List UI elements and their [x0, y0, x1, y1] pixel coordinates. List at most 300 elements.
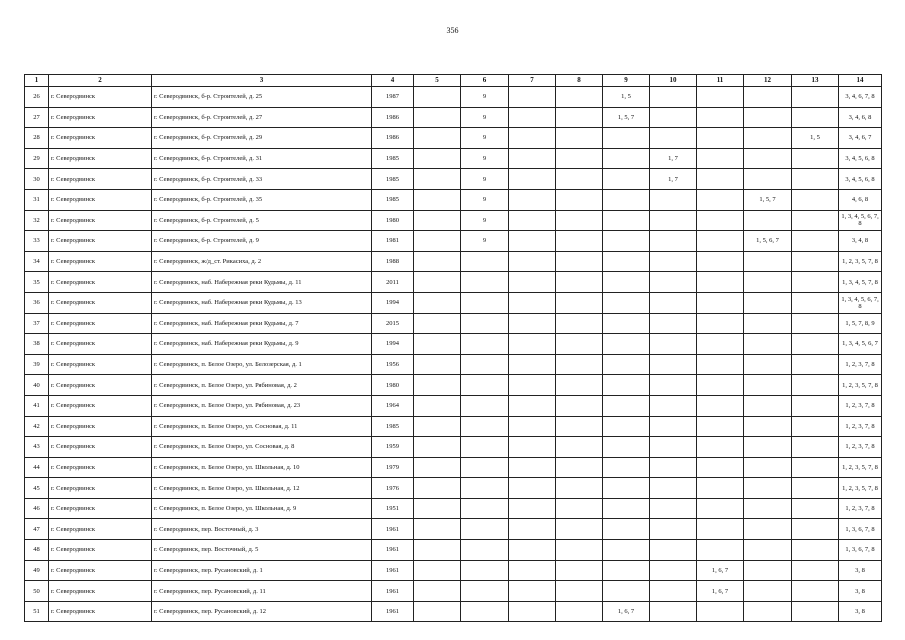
- table-cell-col-5: [414, 107, 461, 128]
- table-cell-col-8: [556, 189, 603, 210]
- table-cell-col-11: [697, 498, 744, 519]
- column-header-5: 5: [414, 75, 461, 87]
- table-cell-col-7: [509, 313, 556, 334]
- table-cell-col-4: 1956: [372, 354, 414, 375]
- table-cell-col-9: [603, 272, 650, 293]
- table-cell-col-10: [650, 375, 697, 396]
- table-cell-col-11: [697, 251, 744, 272]
- table-cell-col-14: 3, 4, 5, 6, 8: [839, 169, 882, 190]
- table-cell-col-7: [509, 498, 556, 519]
- table-cell-col-14: 3, 4, 6, 7, 8: [839, 87, 882, 108]
- column-header-8: 8: [556, 75, 603, 87]
- column-header-11: 11: [697, 75, 744, 87]
- table-cell-col-14: 3, 4, 8: [839, 231, 882, 252]
- table-cell-col-6: 9: [461, 189, 509, 210]
- table-cell-col-4: 1986: [372, 107, 414, 128]
- table-cell-col-7: [509, 169, 556, 190]
- table-cell-col-2: г. Северодвинск: [49, 354, 152, 375]
- table-cell-col-11: 1, 6, 7: [697, 560, 744, 581]
- table-cell-col-5: [414, 437, 461, 458]
- table-cell-col-13: [792, 478, 839, 499]
- table-cell-col-4: 2011: [372, 272, 414, 293]
- table-cell-col-9: [603, 457, 650, 478]
- table-cell-col-4: 1994: [372, 292, 414, 313]
- table-cell-col-3: г. Северодвинск, б-р. Строителей, д. 5: [152, 210, 372, 231]
- housing-table: [24, 74, 882, 622]
- table-cell-col-6: [461, 395, 509, 416]
- table-cell-col-10: 1, 7: [650, 148, 697, 169]
- table-cell-col-12: [744, 395, 792, 416]
- table-cell-col-1: 38: [25, 334, 49, 355]
- table-cell-col-9: [603, 416, 650, 437]
- table-cell-col-7: [509, 540, 556, 561]
- table-cell-col-13: [792, 87, 839, 108]
- table-cell-col-8: [556, 395, 603, 416]
- table-cell-col-6: [461, 519, 509, 540]
- table-cell-col-9: [603, 375, 650, 396]
- table-cell-col-5: [414, 601, 461, 622]
- table-body: [25, 87, 882, 622]
- table-cell-col-1: 43: [25, 437, 49, 458]
- table-cell-col-2: г. Северодвинск: [49, 519, 152, 540]
- table-cell-col-9: [603, 231, 650, 252]
- table-row: [25, 437, 882, 458]
- table-cell-col-14: 3, 8: [839, 581, 882, 602]
- table-cell-col-2: г. Северодвинск: [49, 148, 152, 169]
- table-cell-col-3: г. Северодвинск, б-р. Строителей, д. 33: [152, 169, 372, 190]
- table-row: [25, 395, 882, 416]
- table-cell-col-9: [603, 292, 650, 313]
- table-cell-col-11: [697, 601, 744, 622]
- table-cell-col-5: [414, 334, 461, 355]
- table-cell-col-4: 1961: [372, 560, 414, 581]
- table-cell-col-12: [744, 292, 792, 313]
- table-cell-col-1: 32: [25, 210, 49, 231]
- table-cell-col-5: [414, 313, 461, 334]
- table-cell-col-5: [414, 148, 461, 169]
- table-cell-col-14: 1, 2, 3, 7, 8: [839, 354, 882, 375]
- table-cell-col-12: [744, 148, 792, 169]
- table-cell-col-14: 3, 4, 5, 6, 8: [839, 148, 882, 169]
- table-cell-col-6: [461, 457, 509, 478]
- table-cell-col-4: 1961: [372, 540, 414, 561]
- table-cell-col-7: [509, 354, 556, 375]
- table-cell-col-3: г. Северодвинск, ж/д_ст. Рикасиха, д. 2: [152, 251, 372, 272]
- table-cell-col-12: [744, 581, 792, 602]
- table-cell-col-4: 1986: [372, 128, 414, 149]
- table-cell-col-3: г. Северодвинск, наб. Набережная реки Кудьмы, д. 9: [152, 334, 372, 355]
- table-cell-col-4: 1980: [372, 210, 414, 231]
- table-cell-col-6: [461, 416, 509, 437]
- table-cell-col-1: 33: [25, 231, 49, 252]
- table-header-row: [25, 75, 882, 87]
- table-cell-col-13: [792, 540, 839, 561]
- table-cell-col-8: [556, 354, 603, 375]
- table-row: [25, 560, 882, 581]
- table-cell-col-6: [461, 375, 509, 396]
- table-cell-col-3: г. Северодвинск, пер. Восточный, д. 5: [152, 540, 372, 561]
- table-row: [25, 128, 882, 149]
- table-cell-col-9: [603, 128, 650, 149]
- table-cell-col-6: 9: [461, 148, 509, 169]
- table-cell-col-9: [603, 189, 650, 210]
- table-cell-col-7: [509, 581, 556, 602]
- table-cell-col-5: [414, 395, 461, 416]
- table-row: [25, 581, 882, 602]
- table-cell-col-11: [697, 107, 744, 128]
- table-cell-col-11: [697, 334, 744, 355]
- table-row: [25, 107, 882, 128]
- table-row: [25, 457, 882, 478]
- table-cell-col-12: [744, 540, 792, 561]
- table-cell-col-13: [792, 169, 839, 190]
- table-cell-col-13: [792, 231, 839, 252]
- table-cell-col-3: г. Северодвинск, наб. Набережная реки Кудьмы, д. 13: [152, 292, 372, 313]
- table-cell-col-8: [556, 478, 603, 499]
- table-cell-col-12: [744, 210, 792, 231]
- table-cell-col-2: г. Северодвинск: [49, 416, 152, 437]
- table-cell-col-2: г. Северодвинск: [49, 128, 152, 149]
- table-cell-col-3: г. Северодвинск, б-р. Строителей, д. 29: [152, 128, 372, 149]
- table-cell-col-5: [414, 416, 461, 437]
- table-cell-col-13: [792, 457, 839, 478]
- table-row: [25, 601, 882, 622]
- table-cell-col-10: [650, 519, 697, 540]
- table-cell-col-11: [697, 519, 744, 540]
- table-cell-col-11: [697, 354, 744, 375]
- table-cell-col-2: г. Северодвинск: [49, 169, 152, 190]
- table-cell-col-1: 36: [25, 292, 49, 313]
- table-cell-col-7: [509, 87, 556, 108]
- table-cell-col-8: [556, 210, 603, 231]
- table-cell-col-9: [603, 540, 650, 561]
- table-cell-col-9: [603, 334, 650, 355]
- table-cell-col-14: 1, 2, 3, 5, 7, 8: [839, 375, 882, 396]
- table-cell-col-2: г. Северодвинск: [49, 231, 152, 252]
- table-cell-col-9: [603, 251, 650, 272]
- table-cell-col-5: [414, 189, 461, 210]
- table-cell-col-5: [414, 272, 461, 293]
- table-cell-col-12: [744, 107, 792, 128]
- table-cell-col-8: [556, 519, 603, 540]
- table-cell-col-1: 39: [25, 354, 49, 375]
- table-cell-col-1: 40: [25, 375, 49, 396]
- table-cell-col-9: [603, 437, 650, 458]
- table-cell-col-3: г. Северодвинск, п. Белое Озеро, ул. Школьная, д. 10: [152, 457, 372, 478]
- table-cell-col-4: 1985: [372, 189, 414, 210]
- table-cell-col-12: [744, 251, 792, 272]
- table-cell-col-2: г. Северодвинск: [49, 601, 152, 622]
- table-cell-col-4: 1961: [372, 519, 414, 540]
- table-cell-col-1: 28: [25, 128, 49, 149]
- table-cell-col-5: [414, 251, 461, 272]
- table-cell-col-8: [556, 128, 603, 149]
- table-cell-col-4: 1987: [372, 87, 414, 108]
- table-cell-col-11: [697, 375, 744, 396]
- table-cell-col-2: г. Северодвинск: [49, 437, 152, 458]
- table-cell-col-14: 1, 2, 3, 7, 8: [839, 395, 882, 416]
- table-cell-col-10: [650, 601, 697, 622]
- table-cell-col-8: [556, 292, 603, 313]
- table-cell-col-2: г. Северодвинск: [49, 457, 152, 478]
- table-row: [25, 416, 882, 437]
- table-cell-col-13: [792, 601, 839, 622]
- table-cell-col-12: [744, 313, 792, 334]
- table-cell-col-7: [509, 292, 556, 313]
- table-cell-col-2: г. Северодвинск: [49, 395, 152, 416]
- table-cell-col-8: [556, 334, 603, 355]
- table-cell-col-8: [556, 251, 603, 272]
- table-cell-col-10: [650, 231, 697, 252]
- table-cell-col-3: г. Северодвинск, б-р. Строителей, д. 9: [152, 231, 372, 252]
- table-cell-col-5: [414, 128, 461, 149]
- table-cell-col-12: [744, 375, 792, 396]
- table-cell-col-3: г. Северодвинск, п. Белое Озеро, ул. Сосновая, д. 11: [152, 416, 372, 437]
- table-cell-col-7: [509, 148, 556, 169]
- table-cell-col-1: 49: [25, 560, 49, 581]
- table-cell-col-12: [744, 354, 792, 375]
- table-cell-col-1: 42: [25, 416, 49, 437]
- table-cell-col-10: [650, 560, 697, 581]
- table-cell-col-6: [461, 354, 509, 375]
- table-cell-col-13: 1, 5: [792, 128, 839, 149]
- table-row: [25, 87, 882, 108]
- table-cell-col-8: [556, 272, 603, 293]
- table-cell-col-8: [556, 231, 603, 252]
- table-cell-col-11: [697, 169, 744, 190]
- table-cell-col-9: [603, 169, 650, 190]
- table-cell-col-2: г. Северодвинск: [49, 189, 152, 210]
- table-cell-col-9: 1, 6, 7: [603, 601, 650, 622]
- table-cell-col-4: 1964: [372, 395, 414, 416]
- table-cell-col-10: [650, 498, 697, 519]
- table-cell-col-5: [414, 519, 461, 540]
- table-cell-col-4: 1979: [372, 457, 414, 478]
- table-cell-col-1: 48: [25, 540, 49, 561]
- table-cell-col-4: 1985: [372, 416, 414, 437]
- table-cell-col-4: 1981: [372, 231, 414, 252]
- table-cell-col-10: [650, 478, 697, 499]
- table-cell-col-7: [509, 437, 556, 458]
- table-cell-col-13: [792, 148, 839, 169]
- table-cell-col-8: [556, 148, 603, 169]
- table-cell-col-14: 4, 6, 8: [839, 189, 882, 210]
- table-row: [25, 498, 882, 519]
- table-cell-col-9: [603, 210, 650, 231]
- table-cell-col-6: [461, 560, 509, 581]
- table-cell-col-8: [556, 601, 603, 622]
- table-cell-col-7: [509, 416, 556, 437]
- table-cell-col-14: 1, 2, 3, 5, 7, 8: [839, 251, 882, 272]
- table-cell-col-11: [697, 189, 744, 210]
- table-cell-col-4: 1961: [372, 601, 414, 622]
- table-cell-col-2: г. Северодвинск: [49, 498, 152, 519]
- table-cell-col-12: [744, 519, 792, 540]
- table-cell-col-10: [650, 272, 697, 293]
- table-cell-col-4: 1985: [372, 169, 414, 190]
- table-cell-col-7: [509, 560, 556, 581]
- table-cell-col-3: г. Северодвинск, б-р. Строителей, д. 31: [152, 148, 372, 169]
- table-cell-col-8: [556, 560, 603, 581]
- table-cell-col-7: [509, 107, 556, 128]
- table-cell-col-6: [461, 478, 509, 499]
- table-cell-col-7: [509, 457, 556, 478]
- table-row: [25, 334, 882, 355]
- table-cell-col-9: 1, 5, 7: [603, 107, 650, 128]
- table-cell-col-11: [697, 313, 744, 334]
- table-cell-col-6: [461, 251, 509, 272]
- table-cell-col-8: [556, 107, 603, 128]
- table-cell-col-2: г. Северодвинск: [49, 272, 152, 293]
- table-cell-col-10: [650, 251, 697, 272]
- column-header-6: 6: [461, 75, 509, 87]
- table-cell-col-4: 1959: [372, 437, 414, 458]
- table-cell-col-6: 9: [461, 107, 509, 128]
- table-cell-col-6: 9: [461, 169, 509, 190]
- table-cell-col-13: [792, 560, 839, 581]
- table-cell-col-12: [744, 601, 792, 622]
- table-cell-col-14: 3, 8: [839, 601, 882, 622]
- table-cell-col-3: г. Северодвинск, пер. Восточный, д. 3: [152, 519, 372, 540]
- table-cell-col-8: [556, 457, 603, 478]
- table-row: [25, 148, 882, 169]
- table-cell-col-11: [697, 478, 744, 499]
- table-cell-col-5: [414, 375, 461, 396]
- table-cell-col-10: [650, 437, 697, 458]
- table-cell-col-6: [461, 601, 509, 622]
- table-cell-col-14: 1, 2, 3, 7, 8: [839, 437, 882, 458]
- table-cell-col-3: г. Северодвинск, п. Белое Озеро, ул. Сосновая, д. 8: [152, 437, 372, 458]
- table-cell-col-3: г. Северодвинск, наб. Набережная реки Кудьмы, д. 7: [152, 313, 372, 334]
- table-cell-col-3: г. Северодвинск, б-р. Строителей, д. 27: [152, 107, 372, 128]
- table-row: [25, 540, 882, 561]
- table-cell-col-9: [603, 519, 650, 540]
- table-cell-col-9: [603, 395, 650, 416]
- table-row: [25, 375, 882, 396]
- table-cell-col-11: [697, 148, 744, 169]
- table-cell-col-1: 44: [25, 457, 49, 478]
- table-cell-col-3: г. Северодвинск, б-р. Строителей, д. 25: [152, 87, 372, 108]
- table-cell-col-5: [414, 354, 461, 375]
- table-cell-col-14: 3, 4, 6, 7: [839, 128, 882, 149]
- table-cell-col-1: 41: [25, 395, 49, 416]
- table-cell-col-4: 2015: [372, 313, 414, 334]
- table-cell-col-6: 9: [461, 210, 509, 231]
- table-cell-col-5: [414, 87, 461, 108]
- table-cell-col-2: г. Северодвинск: [49, 210, 152, 231]
- table-cell-col-1: 30: [25, 169, 49, 190]
- table-cell-col-7: [509, 231, 556, 252]
- table-cell-col-13: [792, 375, 839, 396]
- table-cell-col-8: [556, 540, 603, 561]
- table-cell-col-13: [792, 251, 839, 272]
- table-cell-col-6: [461, 272, 509, 293]
- table-row: [25, 210, 882, 231]
- table-cell-col-2: г. Северодвинск: [49, 107, 152, 128]
- table-cell-col-5: [414, 457, 461, 478]
- table-cell-col-11: [697, 210, 744, 231]
- table-row: [25, 251, 882, 272]
- table-cell-col-10: [650, 313, 697, 334]
- table-cell-col-6: 9: [461, 231, 509, 252]
- table-cell-col-7: [509, 601, 556, 622]
- table-cell-col-14: 1, 3, 4, 5, 6, 7: [839, 334, 882, 355]
- table-cell-col-3: г. Северодвинск, п. Белое Озеро, ул. Рябиновая, д. 2: [152, 375, 372, 396]
- column-header-12: 12: [744, 75, 792, 87]
- table-cell-col-13: [792, 354, 839, 375]
- table-cell-col-12: [744, 498, 792, 519]
- table-cell-col-7: [509, 210, 556, 231]
- table-cell-col-9: [603, 498, 650, 519]
- table-cell-col-5: [414, 560, 461, 581]
- table-cell-col-5: [414, 540, 461, 561]
- table-cell-col-13: [792, 437, 839, 458]
- table-cell-col-12: [744, 416, 792, 437]
- table-cell-col-3: г. Северодвинск, б-р. Строителей, д. 35: [152, 189, 372, 210]
- table-cell-col-6: [461, 581, 509, 602]
- table-cell-col-7: [509, 395, 556, 416]
- table-cell-col-10: [650, 416, 697, 437]
- table-cell-col-11: [697, 292, 744, 313]
- column-header-7: 7: [509, 75, 556, 87]
- table-cell-col-13: [792, 189, 839, 210]
- table-cell-col-12: [744, 457, 792, 478]
- table-cell-col-10: [650, 128, 697, 149]
- table-cell-col-11: [697, 272, 744, 293]
- table-cell-col-2: г. Северодвинск: [49, 540, 152, 561]
- table-cell-col-9: 1, 5: [603, 87, 650, 108]
- table-cell-col-4: 1980: [372, 375, 414, 396]
- table-cell-col-9: [603, 581, 650, 602]
- table-cell-col-14: 1, 2, 3, 7, 8: [839, 416, 882, 437]
- table-cell-col-2: г. Северодвинск: [49, 313, 152, 334]
- table-cell-col-5: [414, 292, 461, 313]
- table-cell-col-12: [744, 478, 792, 499]
- table-row: [25, 169, 882, 190]
- table-cell-col-11: [697, 395, 744, 416]
- table-cell-col-5: [414, 169, 461, 190]
- table-cell-col-8: [556, 169, 603, 190]
- table-cell-col-3: г. Северодвинск, п. Белое Озеро, ул. Школьная, д. 9: [152, 498, 372, 519]
- table-cell-col-8: [556, 416, 603, 437]
- table-cell-col-13: [792, 272, 839, 293]
- table-cell-col-12: [744, 87, 792, 108]
- table-cell-col-10: [650, 210, 697, 231]
- table-cell-col-9: [603, 560, 650, 581]
- table-cell-col-3: г. Северодвинск, п. Белое Озеро, ул. Школьная, д. 12: [152, 478, 372, 499]
- table-cell-col-1: 37: [25, 313, 49, 334]
- table-cell-col-8: [556, 498, 603, 519]
- table-cell-col-12: [744, 437, 792, 458]
- column-header-1: 1: [25, 75, 49, 87]
- table-cell-col-13: [792, 107, 839, 128]
- table-cell-col-7: [509, 128, 556, 149]
- table-cell-col-1: 35: [25, 272, 49, 293]
- table-cell-col-8: [556, 313, 603, 334]
- table-cell-col-12: [744, 560, 792, 581]
- table-cell-col-11: [697, 540, 744, 561]
- table-cell-col-2: г. Северодвинск: [49, 478, 152, 499]
- table-cell-col-9: [603, 354, 650, 375]
- table-cell-col-11: [697, 128, 744, 149]
- table-cell-col-7: [509, 519, 556, 540]
- table-cell-col-14: 3, 8: [839, 560, 882, 581]
- table-cell-col-14: 1, 3, 4, 5, 6, 7, 8: [839, 210, 882, 231]
- table-cell-col-1: 46: [25, 498, 49, 519]
- table-cell-col-9: [603, 478, 650, 499]
- table-cell-col-2: г. Северодвинск: [49, 292, 152, 313]
- table-cell-col-11: [697, 87, 744, 108]
